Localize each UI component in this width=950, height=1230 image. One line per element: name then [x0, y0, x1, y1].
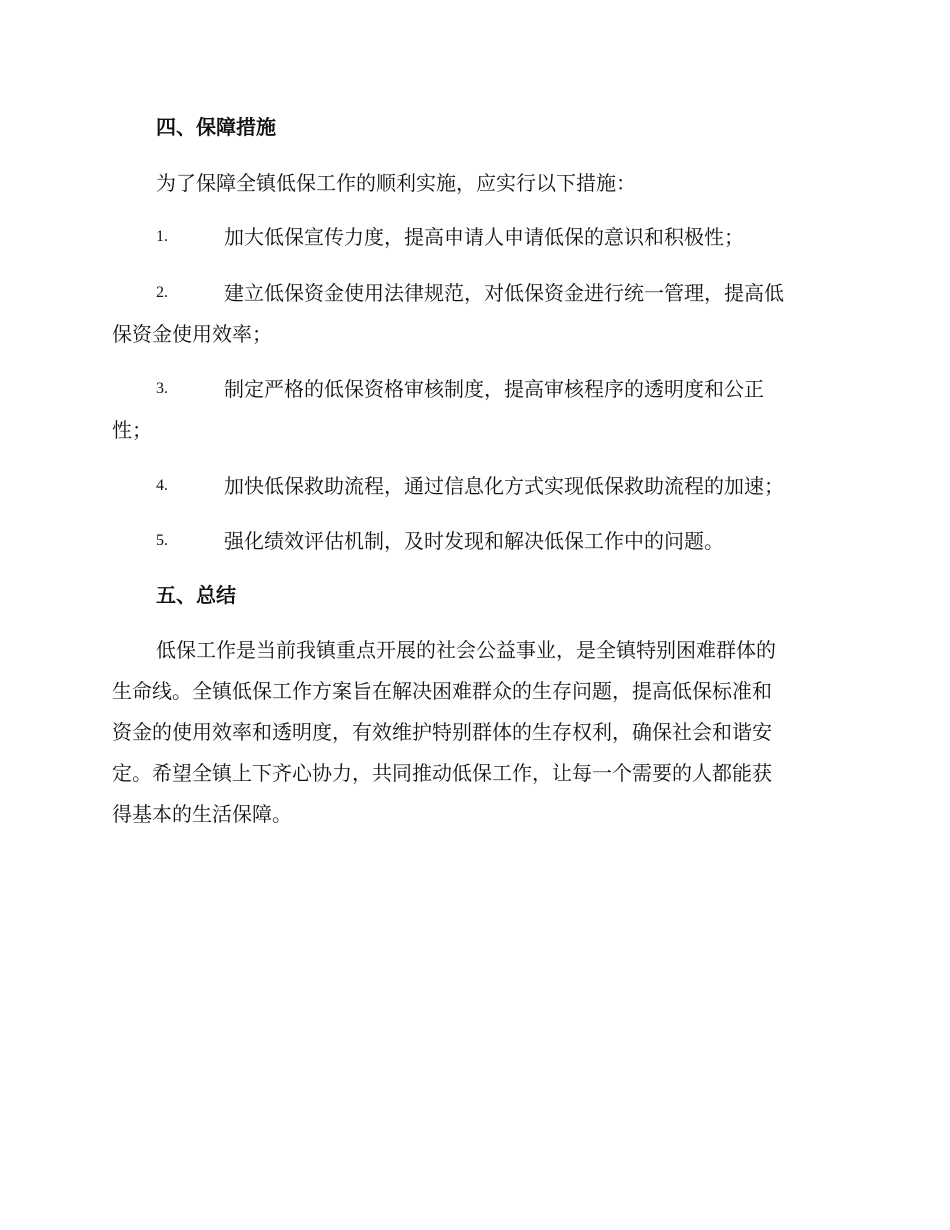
list-item-text: 建立低保资金使用法律规范，对低保资金进行统一管理，提高低 [224, 281, 784, 305]
list-number: 2. [156, 284, 168, 301]
summary-line: 定。希望全镇上下齐心协力，共同推动低保工作，让每一个需要的人都能获 [112, 761, 772, 785]
list-item-text: 加大低保宣传力度，提高申请人申请低保的意识和积极性； [224, 225, 744, 249]
measures-intro: 为了保障全镇低保工作的顺利实施，应实行以下措施： [156, 171, 636, 195]
list-number: 4. [156, 477, 168, 494]
section-heading-summary: 五、总结 [156, 583, 236, 607]
list-item-text-continued: 保资金使用效率； [112, 322, 272, 346]
section-heading-measures: 四、保障措施 [156, 115, 276, 139]
summary-line: 低保工作是当前我镇重点开展的社会公益事业，是全镇特别困难群体的 [156, 638, 776, 662]
summary-line: 得基本的生活保障。 [112, 802, 292, 826]
list-item-text: 加快低保救助流程，通过信息化方式实现低保救助流程的加速； [224, 474, 784, 498]
list-number: 1. [156, 228, 168, 245]
list-item-text: 制定严格的低保资格审核制度，提高审核程序的透明度和公正 [224, 377, 764, 401]
summary-line: 资金的使用效率和透明度，有效维护特别群体的生存权利，确保社会和谐安 [112, 720, 772, 744]
summary-line: 生命线。全镇低保工作方案旨在解决困难群众的生存问题，提高低保标准和 [112, 679, 772, 703]
list-item-text: 强化绩效评估机制，及时发现和解决低保工作中的问题。 [224, 529, 724, 553]
list-number: 3. [156, 380, 168, 397]
list-item-text-continued: 性； [112, 418, 152, 442]
list-number: 5. [156, 532, 168, 549]
